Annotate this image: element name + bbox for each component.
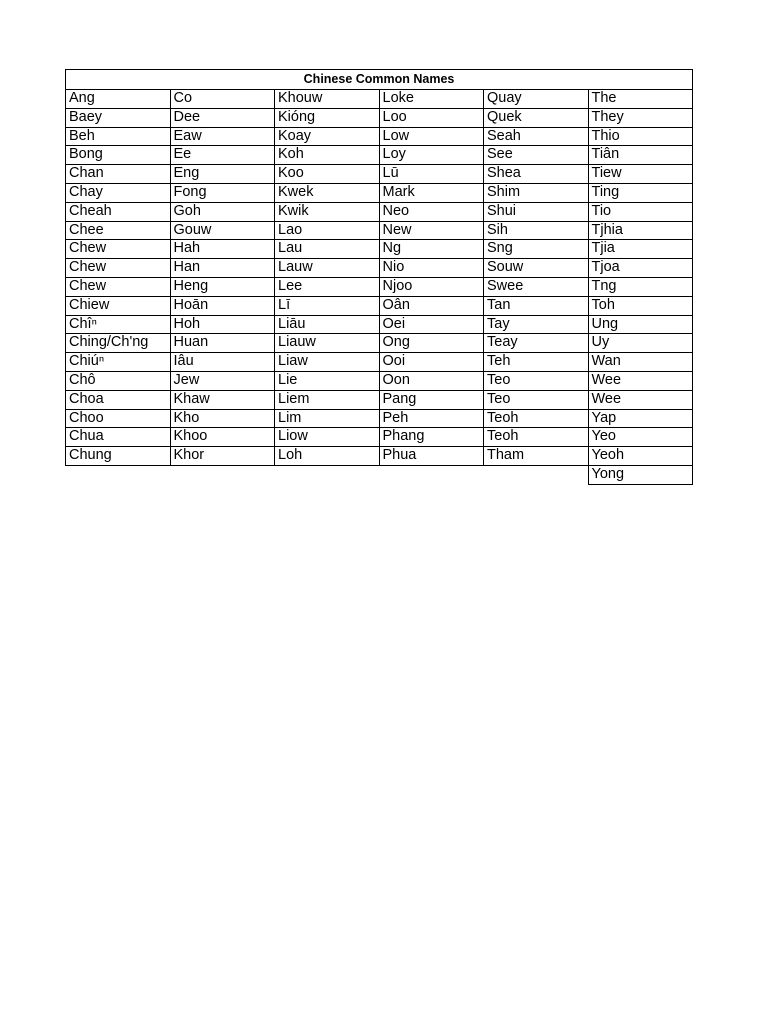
table-cell: Chan xyxy=(66,165,171,184)
table-cell: Chua xyxy=(66,428,171,447)
table-cell: Liow xyxy=(275,428,380,447)
table-body xyxy=(66,90,693,485)
table-title-row xyxy=(66,70,693,90)
table-cell: Pang xyxy=(379,390,484,409)
table-cell: Shui xyxy=(484,202,589,221)
table-cell: Ooi xyxy=(379,353,484,372)
table-cell: Lee xyxy=(275,277,380,296)
table-cell: Ong xyxy=(379,334,484,353)
table-cell: Swee xyxy=(484,277,589,296)
table-row xyxy=(66,90,693,109)
table-row xyxy=(66,221,693,240)
table-cell: Kióng xyxy=(275,108,380,127)
table-row xyxy=(66,315,693,334)
table-cell: Nio xyxy=(379,259,484,278)
table-cell: Lim xyxy=(275,409,380,428)
table-cell: Tiew xyxy=(588,165,693,184)
table-cell: Khoo xyxy=(170,428,275,447)
table-cell: Teoh xyxy=(484,409,589,428)
table-cell: They xyxy=(588,108,693,127)
table-cell: Liauw xyxy=(275,334,380,353)
table-row xyxy=(66,165,693,184)
table-cell: Oân xyxy=(379,296,484,315)
table-cell: Tjia xyxy=(588,240,693,259)
table-cell: Ee xyxy=(170,146,275,165)
table-cell: Goh xyxy=(170,202,275,221)
table-cell: Koo xyxy=(275,165,380,184)
table-cell: Ching/Ch'ng xyxy=(66,334,171,353)
table-cell: Tng xyxy=(588,277,693,296)
table-cell: Wee xyxy=(588,390,693,409)
table-row xyxy=(66,146,693,165)
table-cell: Kwik xyxy=(275,202,380,221)
empty-cell xyxy=(484,465,589,484)
table-row xyxy=(66,202,693,221)
table-cell: Tan xyxy=(484,296,589,315)
table-cell: Phua xyxy=(379,447,484,466)
table-cell: Chew xyxy=(66,277,171,296)
table-cell: Jew xyxy=(170,371,275,390)
table-cell: Chiúⁿ xyxy=(66,353,171,372)
table-cell: Teo xyxy=(484,371,589,390)
table-cell: Teh xyxy=(484,353,589,372)
table-cell: New xyxy=(379,221,484,240)
table-row xyxy=(66,353,693,372)
table-cell: Chung xyxy=(66,447,171,466)
table-cell: Gouw xyxy=(170,221,275,240)
table-cell: Dee xyxy=(170,108,275,127)
table-cell: Phang xyxy=(379,428,484,447)
empty-cell xyxy=(170,465,275,484)
table-cell: Lao xyxy=(275,221,380,240)
table-row xyxy=(66,334,693,353)
table-row xyxy=(66,465,693,484)
table-cell: Toh xyxy=(588,296,693,315)
table-cell: Baey xyxy=(66,108,171,127)
table-cell: Loy xyxy=(379,146,484,165)
table-cell: Cheah xyxy=(66,202,171,221)
table-cell: Choo xyxy=(66,409,171,428)
table-row xyxy=(66,296,693,315)
table-cell: Eaw xyxy=(170,127,275,146)
table-cell: Yap xyxy=(588,409,693,428)
table-cell: Low xyxy=(379,127,484,146)
table-cell: Lū xyxy=(379,165,484,184)
table-cell: Koay xyxy=(275,127,380,146)
table-cell: Liāu xyxy=(275,315,380,334)
table-row xyxy=(66,259,693,278)
table-row xyxy=(66,240,693,259)
table-row xyxy=(66,409,693,428)
table-cell: Lī xyxy=(275,296,380,315)
table-row xyxy=(66,277,693,296)
chinese-common-names-table xyxy=(65,69,693,485)
table-cell: Chew xyxy=(66,240,171,259)
table-cell: Thio xyxy=(588,127,693,146)
table-cell: Peh xyxy=(379,409,484,428)
table-cell: Chîⁿ xyxy=(66,315,171,334)
table-cell: Shim xyxy=(484,183,589,202)
table-cell: Hah xyxy=(170,240,275,259)
table-cell: Co xyxy=(170,90,275,109)
table-cell: Heng xyxy=(170,277,275,296)
table-cell: Liem xyxy=(275,390,380,409)
empty-cell xyxy=(379,465,484,484)
table-cell: Hoān xyxy=(170,296,275,315)
table-cell: Sih xyxy=(484,221,589,240)
table-cell: Khouw xyxy=(275,90,380,109)
table-cell: Ting xyxy=(588,183,693,202)
table-cell: Njoo xyxy=(379,277,484,296)
table-cell: Liaw xyxy=(275,353,380,372)
table-row xyxy=(66,371,693,390)
table-cell: Yeoh xyxy=(588,447,693,466)
table-cell: Quek xyxy=(484,108,589,127)
table-cell: Oon xyxy=(379,371,484,390)
table-cell: Tjhia xyxy=(588,221,693,240)
table-cell: Huan xyxy=(170,334,275,353)
table-cell: Han xyxy=(170,259,275,278)
table-row xyxy=(66,127,693,146)
table-cell: Seah xyxy=(484,127,589,146)
empty-cell xyxy=(275,465,380,484)
table-row xyxy=(66,108,693,127)
table-cell: Kwek xyxy=(275,183,380,202)
table-cell: Chô xyxy=(66,371,171,390)
table-title: Chinese Common Names xyxy=(66,70,693,90)
table-cell: Loke xyxy=(379,90,484,109)
table-cell: Khaw xyxy=(170,390,275,409)
table-cell: Sng xyxy=(484,240,589,259)
table-cell: Neo xyxy=(379,202,484,221)
table-cell: Iâu xyxy=(170,353,275,372)
table-cell: Souw xyxy=(484,259,589,278)
table-cell: Oei xyxy=(379,315,484,334)
table-cell: Chiew xyxy=(66,296,171,315)
table-cell: Kho xyxy=(170,409,275,428)
table-cell: Tham xyxy=(484,447,589,466)
table-cell: Lie xyxy=(275,371,380,390)
table-cell: Lau xyxy=(275,240,380,259)
table-cell: Khor xyxy=(170,447,275,466)
table-cell: Shea xyxy=(484,165,589,184)
table-cell: Loh xyxy=(275,447,380,466)
table-cell: Uy xyxy=(588,334,693,353)
table-row xyxy=(66,183,693,202)
table-cell: Teoh xyxy=(484,428,589,447)
table-cell: See xyxy=(484,146,589,165)
table-cell: Beh xyxy=(66,127,171,146)
table-cell: Choa xyxy=(66,390,171,409)
table-cell: Mark xyxy=(379,183,484,202)
table-row xyxy=(66,390,693,409)
table-cell: Tiân xyxy=(588,146,693,165)
table-cell: Loo xyxy=(379,108,484,127)
table-cell: The xyxy=(588,90,693,109)
table-cell: Tay xyxy=(484,315,589,334)
table-cell: Ng xyxy=(379,240,484,259)
table-cell: Chew xyxy=(66,259,171,278)
table-cell: Quay xyxy=(484,90,589,109)
table-cell: Eng xyxy=(170,165,275,184)
table-row xyxy=(66,428,693,447)
table-cell: Teay xyxy=(484,334,589,353)
table-cell: Teo xyxy=(484,390,589,409)
table-cell: Yeo xyxy=(588,428,693,447)
table-cell: Chee xyxy=(66,221,171,240)
table-cell: Hoh xyxy=(170,315,275,334)
table-cell: Fong xyxy=(170,183,275,202)
table-cell: Wee xyxy=(588,371,693,390)
table-cell: Wan xyxy=(588,353,693,372)
table-row xyxy=(66,447,693,466)
table-cell: Bong xyxy=(66,146,171,165)
table-cell: Ung xyxy=(588,315,693,334)
table-cell: Ang xyxy=(66,90,171,109)
table-cell: Lauw xyxy=(275,259,380,278)
table-cell: Tjoa xyxy=(588,259,693,278)
empty-cell xyxy=(66,465,171,484)
table-cell: Tio xyxy=(588,202,693,221)
table-cell: Yong xyxy=(588,465,693,484)
table-cell: Koh xyxy=(275,146,380,165)
table-cell: Chay xyxy=(66,183,171,202)
